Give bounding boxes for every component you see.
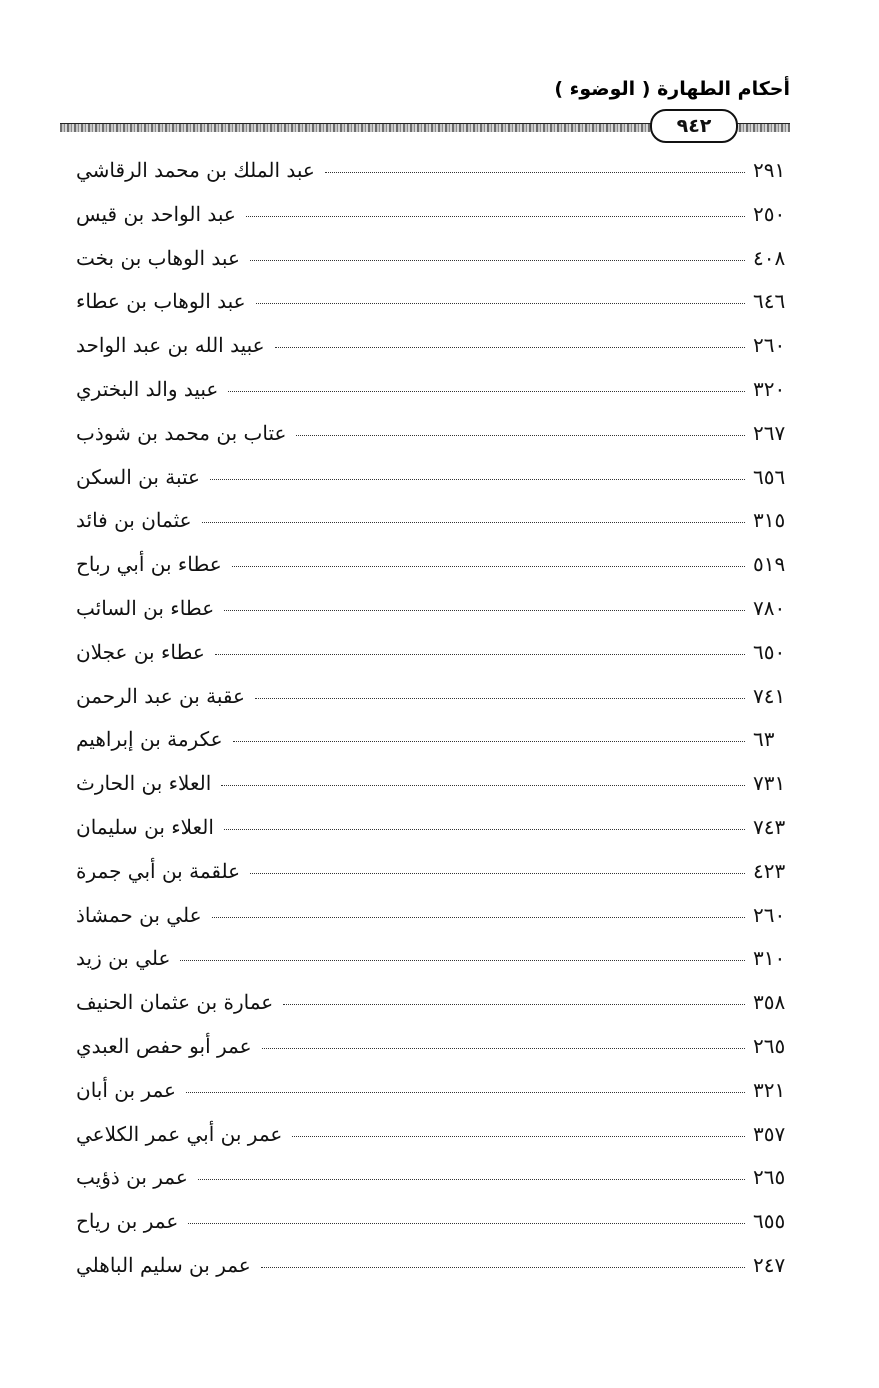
index-entry [76,552,789,596]
entry-page-number: ٥١٩ [753,552,786,577]
dot-leader [275,347,745,348]
dot-leader [224,829,745,830]
entry-page-number: ٢٩١ [753,158,786,182]
entry-name: عمر بن أبان [76,1077,176,1102]
dot-leader [212,917,746,918]
entry-name: علي بن زيد [76,946,171,971]
entry-name: عثمان بن فائد [76,508,192,533]
dot-leader [256,303,745,304]
entry-name: عقبة بن عبد الرحمن [76,683,245,708]
entry-name: عبيد الله بن عبد الواحد [76,333,265,358]
entry-name: عمر بن أبي عمر الكلاعي [76,1121,283,1146]
entry-page-number: ٦٣ [753,727,775,752]
entry-page-number: ٦٥٦ [753,464,786,489]
entry-page-number: ٣٥٧ [753,1121,786,1146]
dot-leader [262,1048,745,1049]
entry-page-number: ٢٥٠ [753,201,786,226]
entry-name: عطاء بن عجلان [76,639,205,664]
index-entry [76,684,789,728]
entry-name: عمر بن رياح [76,1209,179,1234]
entry-name: العلاء بن الحارث [76,771,212,796]
dot-leader [198,1179,745,1180]
index-entry [76,508,789,552]
entry-name: عكرمة بن إبراهيم [76,727,223,752]
entry-page-number: ٦٥٥ [753,1209,786,1234]
index-entry [76,202,789,246]
dot-leader [233,741,745,742]
entry-page-number: ٢٦٧ [753,420,786,445]
index-entry [76,1078,789,1122]
dot-leader [261,1267,745,1268]
entry-name: عطاء بن السائب [76,595,215,620]
page-number-badge: ٩٤٢ [650,109,738,143]
entry-name: عمر بن ذؤيب [76,1165,188,1190]
entry-page-number: ٤٠٨ [753,245,786,270]
dot-leader [246,216,745,217]
entry-name: علقمة بن أبي جمرة [76,858,241,883]
dot-leader [228,391,745,392]
index-entry [76,727,789,771]
index-entry [76,946,789,990]
entry-page-number: ٣٢٠ [753,376,786,401]
entry-page-number: ٣٢١ [753,1077,786,1102]
entry-page-number: ٢٦٠ [753,333,786,358]
dot-leader [215,654,745,655]
entry-name: عبد الواحد بن قيس [76,201,236,226]
entry-page-number: ٣١٠ [753,946,786,971]
entry-name: عتاب بن محمد بن شوذب [76,420,287,445]
index-entry [76,815,789,859]
dot-leader [180,960,745,961]
index-entry [76,859,789,903]
entry-name: علي بن حمشاذ [76,902,202,927]
entry-name: عتبة بن السكن [76,464,200,489]
entry-page-number: ٢٦٥ [753,1033,786,1058]
index-entry [76,903,789,947]
index-entry [76,596,789,640]
entry-name: العلاء بن سليمان [76,814,214,839]
index-entry [76,289,789,333]
index-entry [76,1209,789,1253]
running-title: أحكام الطهارة ( الوضوء ) [554,78,790,100]
entry-page-number: ٧٣١ [753,771,786,796]
dot-leader [232,566,745,567]
index-entry [76,333,789,377]
index-list [76,158,789,1297]
entry-name: عمر أبو حفص العبدي [76,1033,252,1058]
index-entry [76,246,789,290]
dot-leader [292,1136,745,1137]
dot-leader [221,785,745,786]
entry-name: عطاء بن أبي رباح [76,552,222,577]
entry-name: عمارة بن عثمان الحنيف [76,990,274,1015]
index-entry [76,465,789,509]
dot-leader [250,260,745,261]
index-entry [76,377,789,421]
index-entry [76,1122,789,1166]
entry-page-number: ٢٤٧ [753,1252,786,1277]
dot-leader [186,1092,745,1093]
index-entry [76,771,789,815]
dot-leader [255,698,745,699]
entry-page-number: ٣٥٨ [753,990,786,1015]
entry-page-number: ٢٦٥ [753,1165,786,1190]
entry-name: عبد الوهاب بن بخت [76,245,240,270]
entry-name: عمر بن سليم الباهلي [76,1252,251,1277]
dot-leader [210,479,745,480]
dot-leader [296,435,745,436]
entry-page-number: ٦٥٠ [753,639,786,664]
entry-page-number: ٧٤٣ [753,814,786,839]
entry-name: عبيد والد البختري [76,376,219,401]
dot-leader [202,522,745,523]
dot-leader [250,873,745,874]
entry-page-number: ٤٢٣ [753,858,786,883]
index-entry [76,640,789,684]
index-entry [76,421,789,465]
dot-leader [188,1223,745,1224]
page-header [60,78,790,138]
entry-name: عبد الوهاب بن عطاء [76,289,246,314]
entry-page-number: ٦٤٦ [753,289,786,314]
dot-leader [325,172,745,173]
entry-page-number: ٧٨٠ [753,595,786,620]
entry-name: عبد الملك بن محمد الرقاشي [76,158,315,182]
entry-page-number: ٣١٥ [753,508,786,533]
index-entry [76,1165,789,1209]
entry-page-number: ٢٦٠ [753,902,786,927]
entry-page-number: ٧٤١ [753,683,786,708]
index-entry [76,158,789,202]
index-entry [76,990,789,1034]
dot-leader [283,1004,745,1005]
index-entry [76,1034,789,1078]
index-entry [76,1253,789,1297]
dot-leader [224,610,745,611]
